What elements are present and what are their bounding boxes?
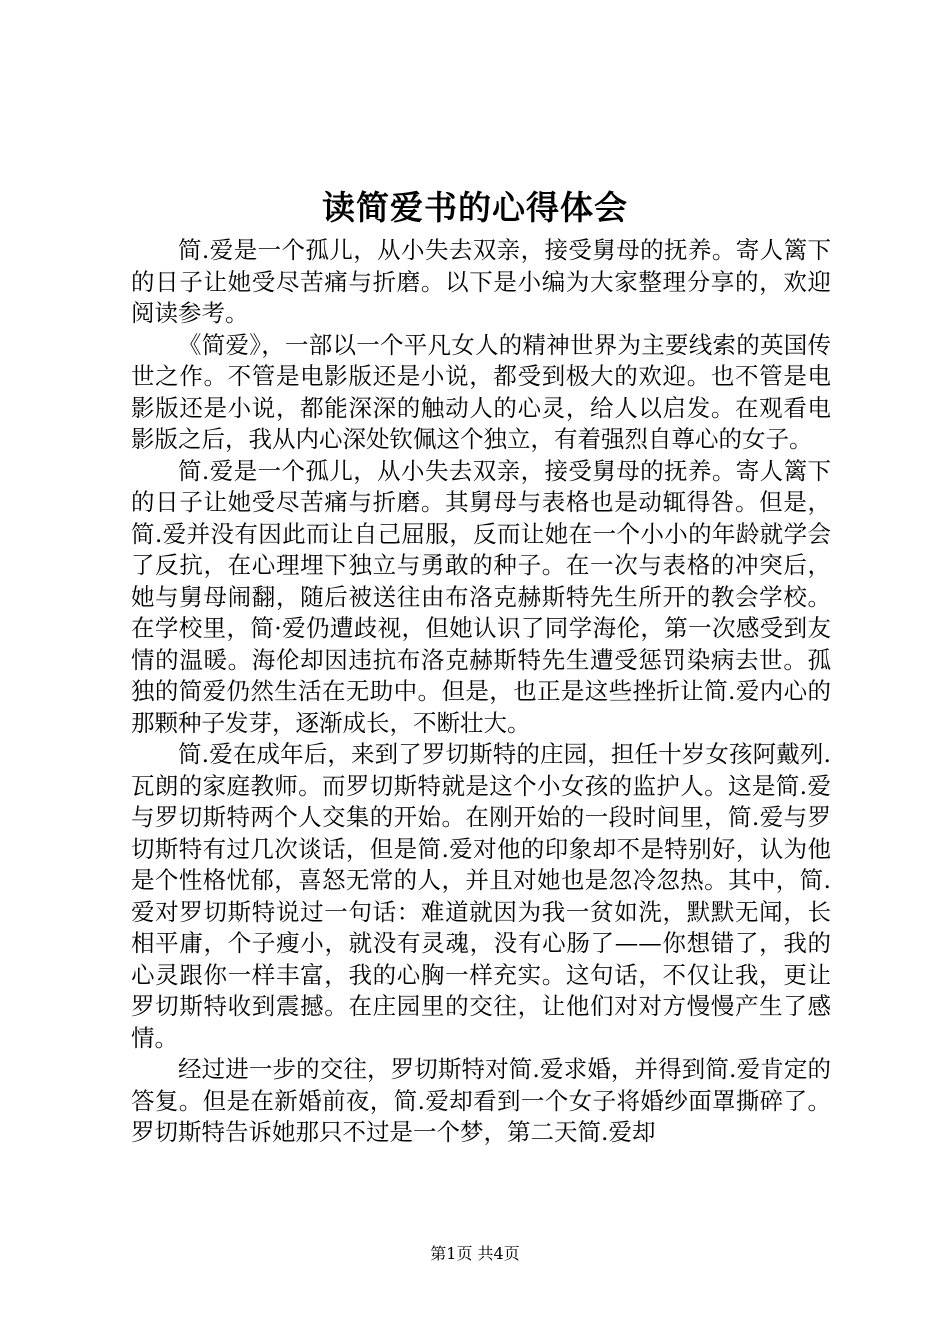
document-title: 读简爱书的心得体会 xyxy=(322,188,628,227)
page-footer: 第1页 共4页 xyxy=(430,1244,520,1263)
paragraph-3: 简.爱在成年后，来到了罗切斯特的庄园，担任十岁女孩阿戴列.瓦朗的家庭教师。而罗切斯特就是这个小女孩的监护人。这是简.爱与罗切斯特两个人交集的开始。在刚开始的一段时间里，简.爱与罗切斯特有过几次谈话，但是简.爱对他的印象却不是特别好，认为他是个性格忧郁，喜怒无常的人，并且对她也是忽冷忽热。其中，简.爱对罗切斯特说过一句话：难道就因为我一贫如洗，默默无闻，长相平庸，个子瘦小，就没有灵魂，没有心肠了——你想错了，我的心灵跟你一样丰富，我的心胸一样充实。这句话，不仅让我，更让罗切斯特收到震撼。在庄园里的交往，让他们对对方慢慢产生了感情。 xyxy=(131,740,831,1052)
paragraph-2: 简.爱是一个孤儿，从小失去双亲，接受舅母的抚养。寄人篱下的日子让她受尽苦痛与折磨。其舅母与表格也是动辄得咎。但是，简.爱并没有因此而让自己屈服，反而让她在一个小小的年龄就学会了反抗，在心理埋下独立与勇敢的种子。在一次与表格的冲突后，她与舅母闹翻，随后被送往由布洛克赫斯特先生所开的教会学校。在学校里，简·爱仍遭歧视，但她认识了同学海伦，第一次感受到友情的温暖。海伦却因违抗布洛克赫斯特先生遭受惩罚染病去世。孤独的简爱仍然生活在无助中。但是，也正是这些挫折让简.爱内心的那颗种子发芽，逐渐成长，不断壮大。 xyxy=(131,456,831,737)
document-body xyxy=(131,235,831,1149)
paragraph-4: 经过进一步的交往，罗切斯特对简.爱求婚，并得到简.爱肯定的答复。但是在新婚前夜，简.爱却看到一个女子将婚纱面罩撕碎了。罗切斯特告诉她那只不过是一个梦，第二天简.爱却 xyxy=(131,1055,831,1146)
paragraph-1: 《简爱》，一部以一个平凡女人的精神世界为主要线索的英国传世之作。不管是电影版还是小说，都受到极大的欢迎。也不管是电影版还是小说，都能深深的触动人的心灵，给人以启发。在观看电影版之后，我从内心深处钦佩这个独立，有着强烈自尊心的女子。 xyxy=(131,330,831,453)
paragraph-intro: 简.爱是一个孤儿，从小失去双亲，接受舅母的抚养。寄人篱下的日子让她受尽苦痛与折磨。以下是小编为大家整理分享的，欢迎阅读参考。 xyxy=(131,236,831,327)
